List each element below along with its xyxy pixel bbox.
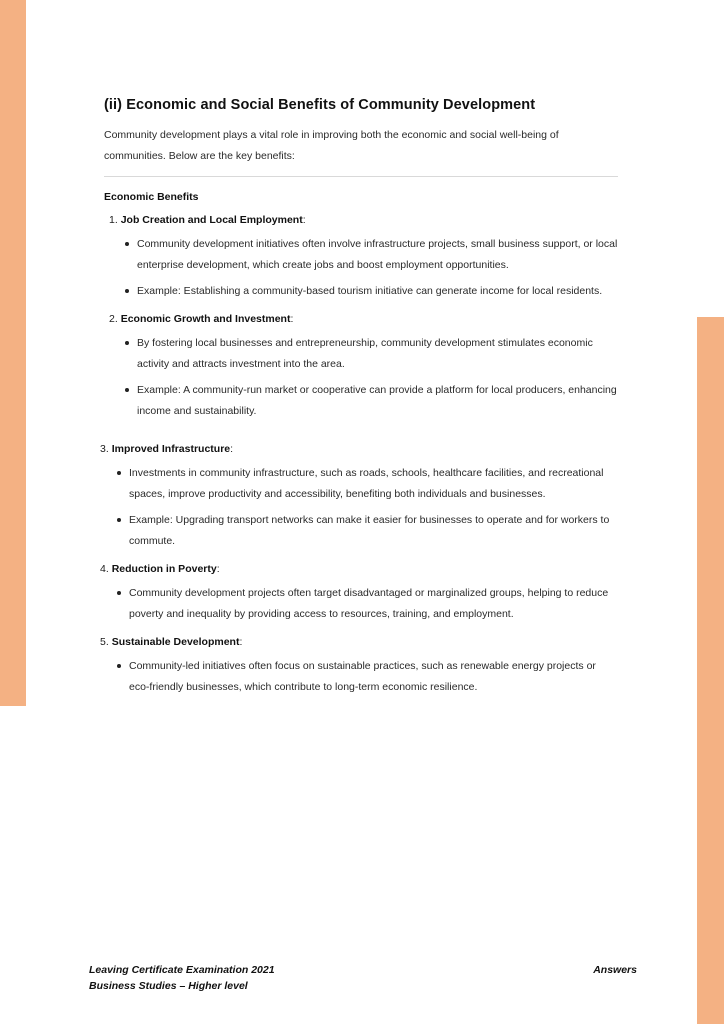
item-heading: [109, 312, 618, 326]
item-heading: [100, 562, 618, 576]
bullet-list: [116, 463, 618, 552]
left-accent-bar: [0, 0, 26, 706]
footer-subject: Business Studies – Higher level: [89, 980, 248, 992]
item-title: Sustainable Development: [111, 636, 240, 648]
intro-paragraph: Community development plays a vital role in improving both the economic and social well-being of communities. Below are the key benefits:: [104, 129, 559, 162]
footer-section-label: Answers: [593, 964, 637, 976]
bullet-list: [116, 583, 618, 625]
item-title: Economic Growth and Investment: [120, 313, 291, 325]
additional-benefits-list: [100, 442, 618, 698]
bullet-item: By fostering local businesses and entrepreneurship, community development stimulates economic activity and attracts investment into the area.: [124, 333, 618, 375]
item-heading: [100, 442, 618, 456]
bullet-item: Example: Upgrading transport networks can make it easier for businesses to operate and for workers to commute.: [116, 510, 618, 552]
page-heading: (ii) Economic and Social Benefits of Community Development: [104, 97, 536, 113]
list-item: [100, 635, 618, 698]
item-number: 1.: [109, 214, 118, 226]
page-content: [100, 97, 618, 708]
bullet-list: [124, 333, 618, 422]
list-item: [109, 213, 618, 302]
item-number: 4.: [100, 563, 109, 575]
list-item: [100, 442, 618, 552]
item-suffix: :: [290, 313, 294, 325]
item-title: Reduction in Poverty: [111, 563, 217, 575]
right-accent-bar: [697, 317, 724, 1024]
bullet-item: Community-led initiatives often focus on sustainable practices, such as renewable energy projects or eco-friendly businesses, which contribute to long-term economic resilience.: [116, 656, 618, 698]
footer-exam-info: [89, 962, 275, 994]
bullet-item: Community development projects often target disadvantaged or marginalized groups, helping to reduce poverty and inequality by providing access to resources, training, and employment.: [116, 583, 618, 625]
item-suffix: :: [302, 214, 306, 226]
list-item: [100, 562, 618, 625]
bullet-list: [116, 656, 618, 698]
divider: [104, 176, 618, 177]
economic-benefits-list: [109, 213, 618, 422]
item-number: 2.: [109, 313, 118, 325]
bullet-item: Example: Establishing a community-based tourism initiative can generate income for local residents.: [124, 281, 618, 302]
item-title: Improved Infrastructure: [111, 443, 231, 455]
list-item: [109, 312, 618, 422]
item-suffix: :: [216, 563, 220, 575]
item-number: 5.: [100, 636, 109, 648]
section-title: Economic Benefits: [104, 191, 199, 203]
bullet-item: Investments in community infrastructure, such as roads, schools, healthcare facilities, and recreational spaces, improve productivity and accessibility, benefiting both individuals and businesses.: [116, 463, 618, 505]
item-heading: [109, 213, 618, 227]
bullet-item: Example: A community-run market or cooperative can provide a platform for local producers, enhancing income and sustainability.: [124, 380, 618, 422]
item-suffix: :: [239, 636, 243, 648]
bullet-list: [124, 234, 618, 302]
item-suffix: :: [230, 443, 234, 455]
item-heading: [100, 635, 618, 649]
footer-exam-title: Leaving Certificate Examination 2021: [89, 964, 275, 976]
item-title: Job Creation and Local Employment: [120, 214, 303, 226]
bullet-item: Community development initiatives often involve infrastructure projects, small business support, or local enterprise development, which create jobs and boost employment opportunities.: [124, 234, 618, 276]
item-number: 3.: [100, 443, 109, 455]
